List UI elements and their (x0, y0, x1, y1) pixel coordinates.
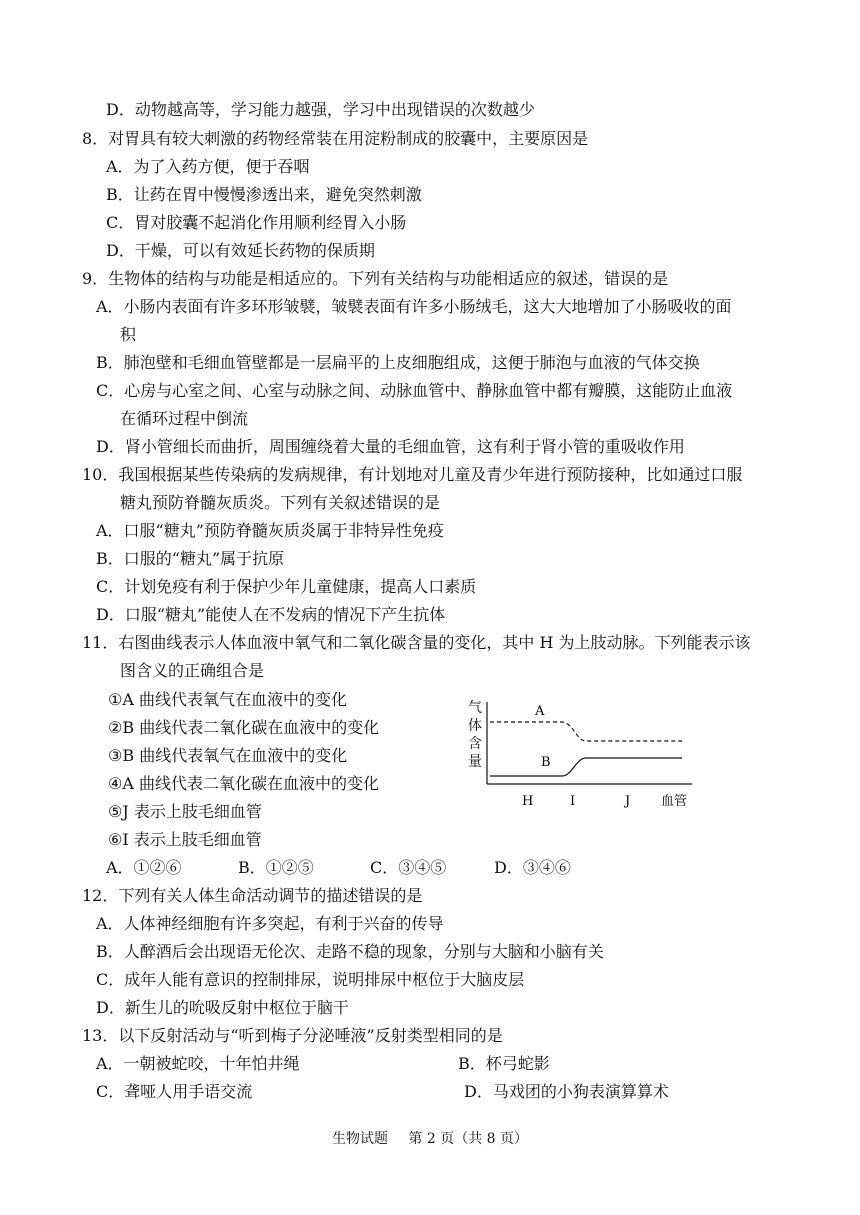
x-tick-h: H (522, 794, 534, 809)
q10-option-c: C．计划免疫有利于保护少年儿童健康，提高人口素质 (96, 577, 477, 596)
q11-statement-4: ④A 曲线代表二氧化碳在血液中的变化 (108, 774, 379, 793)
q8-option-b: B．让药在胃中慢慢渗透出来，避免突然刺激 (106, 185, 422, 204)
q8-option-c: C．胃对胶囊不起消化作用顺利经胃入小肠 (106, 213, 407, 232)
q9-stem: 9．生物体的结构与功能是相适应的。下列有关结构与功能相适应的叙述，错误的是 (82, 269, 669, 288)
y-label-char-2: 体 (468, 718, 482, 734)
q13-option-b: B．杯弓蛇影 (458, 1054, 550, 1073)
q8-option-d: D．干燥，可以有效延长药物的保质期 (106, 241, 375, 260)
q7-option-d: D．动物越高等，学习能力越强，学习中出现错误的次数越少 (106, 100, 535, 119)
q11-answer-c: C．③④⑤ (370, 858, 447, 877)
q10-stem: 10．我国根据某些传染病的发病规律，有计划地对儿童及青少年进行预防接种，比如通过口服 (82, 465, 743, 484)
x-tick-j: J (625, 794, 631, 809)
q10-option-d: D．口服“糖丸”能使人在不发病的情况下产生抗体 (96, 605, 446, 624)
q11-statement-3: ③B 曲线代表氧气在血液中的变化 (108, 746, 348, 765)
q13-option-a: A．一朝被蛇咬，十年怕井绳 (96, 1054, 300, 1073)
q8-stem: 8．对胃具有较大刺激的药物经常装在用淀粉制成的胶囊中，主要原因是 (82, 129, 589, 148)
x-tick-i: I (570, 794, 576, 809)
y-axis-label (468, 700, 482, 770)
q11-answer-a: A．①②⑥ (106, 858, 182, 877)
q9-option-b: B．肺泡壁和毛细血管壁都是一层扁平的上皮细胞组成，这便于肺泡与血液的气体交换 (96, 353, 700, 372)
q11-figure (460, 692, 710, 816)
page-footer (0, 1128, 860, 1148)
curve-b-label: B (541, 755, 551, 770)
q9-option-a-cont: 积 (120, 325, 137, 344)
q13-option-d: D．马戏团的小狗表演算算术 (464, 1082, 669, 1101)
q11-statement-5: ⑤J 表示上肢毛细血管 (108, 802, 262, 821)
q9-option-d: D．肾小管细长而曲折，周围缠绕着大量的毛细血管，这有利于肾小管的重吸收作用 (96, 437, 685, 456)
footer-page-number: 第 2 页（共 8 页） (408, 1131, 529, 1147)
q10-option-a: A．口服“糖丸”预防脊髓灰质炎属于非特异性免疫 (96, 521, 444, 540)
q11-statement-2: ②B 曲线代表二氧化碳在血液中的变化 (108, 718, 380, 737)
curve-b (490, 758, 682, 776)
q9-option-a: A．小肠内表面有许多环形皱襞，皱襞表面有许多小肠绒毛，这大大地增加了小肠吸收的面 (96, 297, 732, 316)
q9-option-c: C．心房与心室之间、心室与动脉之间、动脉血管中、静脉血管中都有瓣膜，这能防止血液 (96, 381, 733, 400)
q12-option-c: C．成年人能有意识的控制排尿，说明排尿中枢位于大脑皮层 (96, 970, 525, 989)
q12-option-d: D．新生儿的吮吸反射中枢位于脑干 (96, 998, 349, 1017)
q13-option-c: C．聋哑人用手语交流 (96, 1082, 253, 1101)
q9-option-c-cont: 在循环过程中倒流 (120, 409, 249, 428)
y-label-char-3: 含 (468, 736, 482, 752)
y-label-char-4: 量 (468, 754, 482, 770)
q12-option-a: A．人体神经细胞有许多突起，有利于兴奋的传导 (96, 914, 444, 933)
q8-option-a: A．为了入药方便，便于吞咽 (106, 157, 310, 176)
curve-a (490, 722, 682, 741)
y-label-char-1: 气 (468, 700, 482, 716)
q11-answer-d: D．③④⑥ (494, 858, 571, 877)
q11-statement-6: ⑥I 表示上肢毛细血管 (108, 830, 262, 849)
footer-subject: 生物试题 (331, 1131, 388, 1147)
q11-answer-row (106, 858, 626, 878)
q11-statement-1: ①A 曲线代表氧气在血液中的变化 (108, 690, 347, 709)
q12-stem: 12．下列有关人体生命活动调节的描述错误的是 (82, 886, 423, 905)
curve-a-label: A (535, 704, 545, 719)
q10-option-b: B．口服的“糖丸”属于抗原 (96, 549, 285, 568)
q10-stem-cont: 糖丸预防脊髓灰质炎。下列有关叙述错误的是 (120, 493, 441, 512)
q11-stem: 11．右图曲线表示人体血液中氧气和二氧化碳含量的变化，其中 H 为上肢动脉。下列能表示该 (82, 633, 751, 652)
q11-answer-b: B．①②⑤ (238, 858, 314, 877)
x-axis-label: 血管 (661, 794, 688, 809)
q13-stem: 13．以下反射活动与“听到梅子分泌唾液”反射类型相同的是 (82, 1026, 503, 1045)
q11-stem-cont: 图含义的正确组合是 (120, 661, 265, 680)
q12-option-b: B．人醉酒后会出现语无伦次、走路不稳的现象，分别与大脑和小脑有关 (96, 942, 604, 961)
